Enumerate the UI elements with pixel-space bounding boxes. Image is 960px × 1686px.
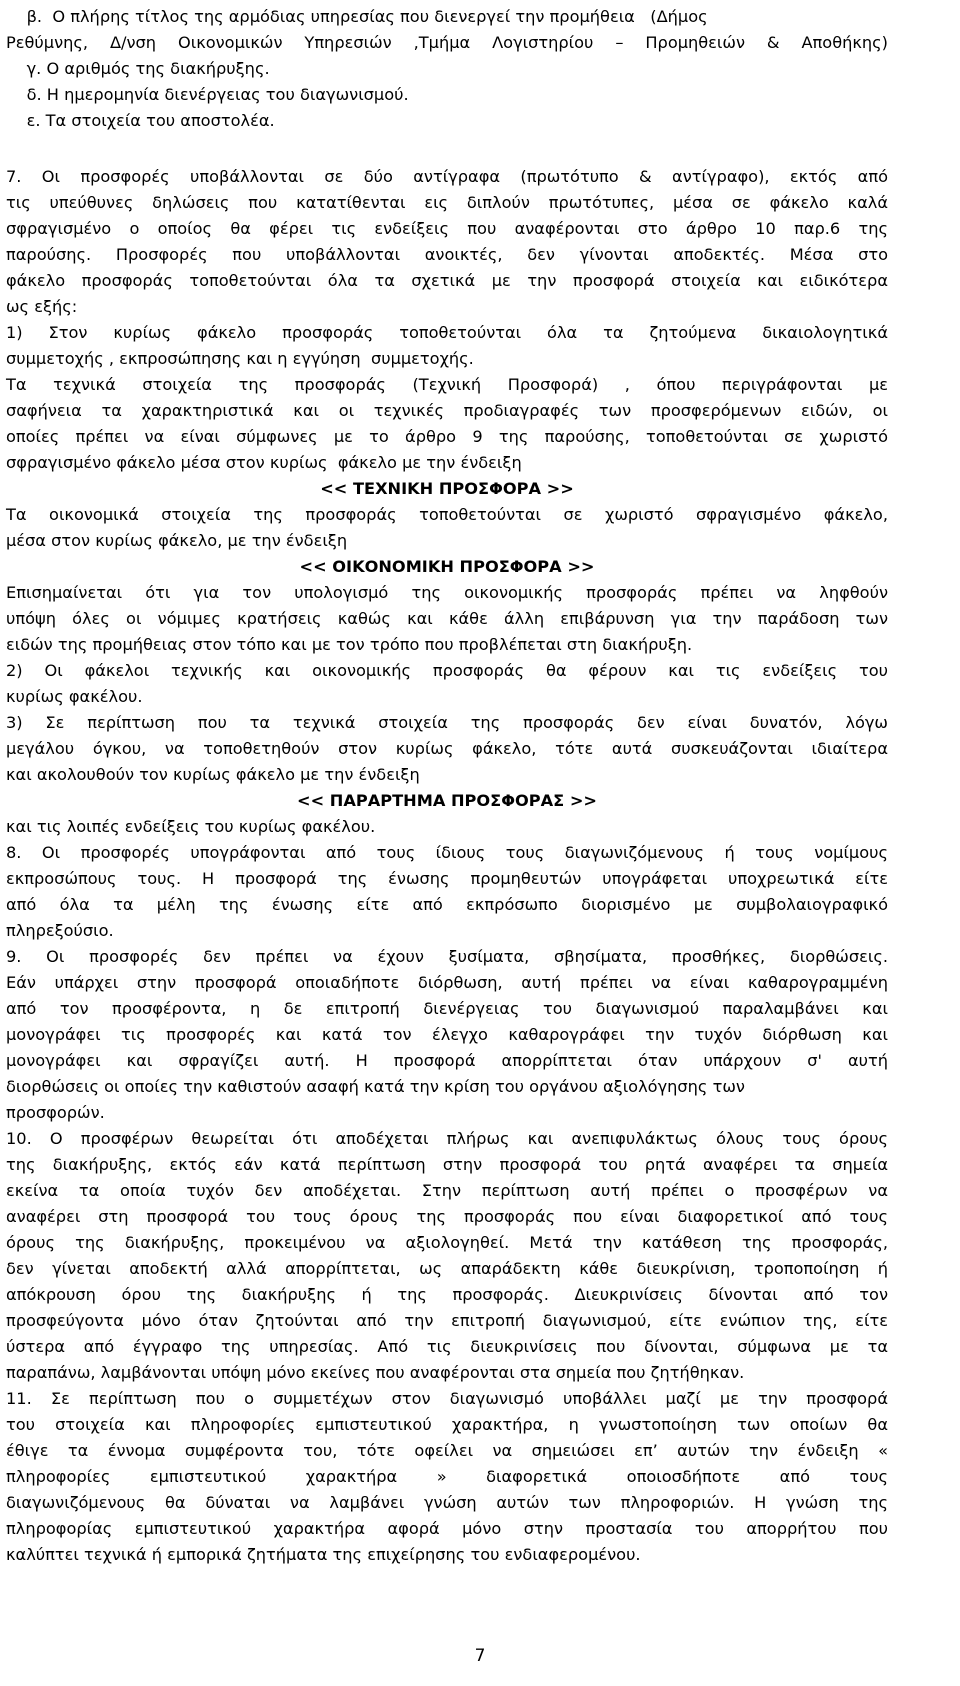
text-line: της διακήρυξης, εκτός εάν κατά περίπτωση στην προσφορά του ρητά αναφέρει τα σημεία bbox=[6, 1155, 888, 1174]
text-line: διαγωνιζόμενους θα δύναται να λαμβάνει γνώση αυτών των πληροφοριών. Η γνώση της bbox=[6, 1493, 888, 1512]
text-line: μεγάλου όγκου, να τοποθετηθούν στον κυρίως φάκελο, τότε αυτά συσκευάζονται ιδιαίτερα bbox=[6, 739, 888, 758]
text-line: ειδών της προμήθειας στον τόπο και με τον τρόπο που προβλέπεται στη διακήρυξη. bbox=[6, 635, 693, 654]
text-line: ύστερα από έγγραφο της υπηρεσίας. Από τις διευκρινίσεις που δίνονται, σύμφωνα με τα bbox=[6, 1337, 888, 1356]
text-line: 7. Οι προσφορές υποβάλλονται σε δύο αντίγραφα (πρωτότυπο & αντίγραφο), εκτός από bbox=[6, 167, 888, 186]
text-line: 1) Στον κυρίως φάκελο προσφοράς τοποθετούνται όλα τα ζητούμενα δικαιολογητικά bbox=[6, 323, 888, 342]
text-line: μονογράφει τις προσφορές και κατά τον έλεγχο καθαρογράφει την τυχόν διόρθωση και bbox=[6, 1025, 888, 1044]
text-line: 8. Οι προσφορές υπογράφονται από τους ίδιους τους διαγωνιζόμενους ή τους νομίμους bbox=[6, 843, 888, 862]
text-line: 9. Οι προσφορές δεν πρέπει να έχουν ξυσίματα, σβησίματα, προσθήκες, διορθώσεις. bbox=[6, 947, 888, 966]
text-line: παρούσης. Προσφορές που υποβάλλονται ανοικτές, δεν γίνονται αποδεκτές. Μέσα στο bbox=[6, 245, 888, 264]
text-line: αναφέρει στη προσφορά του τους όρους της προσφοράς που είναι διαφορετικοί από τους bbox=[6, 1207, 888, 1226]
text-line: 2) Οι φάκελοι τεχνικής και οικονομικής προσφοράς θα φέρουν και τις ενδείξεις του bbox=[6, 661, 888, 680]
text-line: από όλα τα μέλη της ένωσης είτε από εκπρόσωπο διορισμένο με συμβολαιογραφικό bbox=[6, 895, 888, 914]
text-line bbox=[6, 134, 888, 160]
text-line: δ. Η ημερομηνία διενέργειας του διαγωνισμού. bbox=[6, 85, 409, 104]
text-line: 3) Σε περίπτωση που τα τεχνικά στοιχεία της προσφοράς δεν είναι δυνατόν, λόγω bbox=[6, 713, 888, 732]
text-line: εκπροσώπους τους. Η προσφορά της ένωσης προμηθευτών υπογράφεται υποχρεωτικά είτε bbox=[6, 869, 888, 888]
text-line: γ. Ο αριθμός της διακήρυξης. bbox=[6, 59, 270, 78]
text-line: έθιγε τα έννομα συμφέροντα του, τότε οφείλει να σημειώσει επ’ αυτών την ένδειξη « bbox=[6, 1441, 888, 1460]
text-line: Εάν υπάρχει στην προσφορά οποιαδήποτε διόρθωση, αυτή πρέπει να είναι καθαρογραμμένη bbox=[6, 973, 888, 992]
text-line: τις υπεύθυνες δηλώσεις που κατατίθενται εις διπλούν πρωτότυπες, μέσα σε φάκελο καλά bbox=[6, 193, 888, 212]
text-line: υπόψη όλες οι νόμιμες κρατήσεις καθώς και κάθε άλλη επιβάρυνση για την παράδοση των bbox=[6, 609, 888, 628]
text-line: απόκρουση όρου της διακήρυξης ή της προσφοράς. Διευκρινίσεις δίνονται από τον bbox=[6, 1285, 888, 1304]
text-line: φάκελο προσφοράς τοποθετούνται όλα τα σχετικά με την προσφορά στοιχεία και ειδικότερα bbox=[6, 271, 888, 290]
text-line: Επισημαίνεται ότι για τον υπολογισμό της οικονομικής προσφοράς πρέπει να ληφθούν bbox=[6, 583, 888, 602]
text-line: 11. Σε περίπτωση που ο συμμετέχων στον διαγωνισμό υποβάλλει μαζί με την προσφορά bbox=[6, 1389, 888, 1408]
text-line: πληροφορίας εμπιστευτικού χαρακτήρα αφορά μόνο στην προστασία του απορρήτου που bbox=[6, 1519, 888, 1538]
text-line: δεν γίνεται αποδεκτή αλλά απορρίπτεται, ως απαράδεκτη κάθε διευκρίνιση, τροποποίηση ή bbox=[6, 1259, 888, 1278]
text-line: και τις λοιπές ενδείξεις του κυρίως φακέλου. bbox=[6, 817, 376, 836]
text-line: μονογράφει και σφραγίζει αυτή. Η προσφορά απορρίπτεται όταν υπάρχουν σ' αυτή bbox=[6, 1051, 888, 1070]
text-line: πληροφορίες εμπιστευτικού χαρακτήρα » διαφορετικά οποιοσδήποτε από τους bbox=[6, 1467, 888, 1486]
text-line: του στοιχεία και πληροφορίες εμπιστευτικού χαρακτήρα, η γνωστοποίηση των οποίων θα bbox=[6, 1415, 888, 1434]
envelope-label: << ΟΙΚΟΝΟΜΙΚΗ ΠΡΟΣΦΟΡΑ >> bbox=[299, 557, 595, 576]
text-line: σφραγισμένο φάκελο μέσα στον κυρίως φάκελο με την ένδειξη bbox=[6, 453, 522, 472]
text-line: σαφήνεια τα χαρακτηριστικά και οι τεχνικές προδιαγραφές των προσφερόμενων ειδών, οι bbox=[6, 401, 888, 420]
text-line: β. Ο πλήρης τίτλος της αρμόδιας υπηρεσίας που διενεργεί την προμήθεια (Δήμος bbox=[6, 7, 708, 26]
text-line: κυρίως φακέλου. bbox=[6, 687, 143, 706]
text-line: διορθώσεις οι οποίες την καθιστούν ασαφή κατά την κρίση του οργάνου αξιολόγησης των bbox=[6, 1077, 745, 1096]
text-line: Ρεθύμνης, Δ/νση Οικονομικών Υπηρεσιών ,Τμήμα Λογιστηρίου – Προμηθειών & Αποθήκης) bbox=[6, 33, 888, 52]
text-line: καλύπτει τεχνικά ή εμπορικά ζητήματα της επιχείρησης του ενδιαφερομένου. bbox=[6, 1545, 641, 1564]
text-line: πληρεξούσιο. bbox=[6, 921, 114, 940]
text-line: εκείνα τα οποία τυχόν δεν αποδέχεται. Στην περίπτωση αυτή πρέπει ο προσφέρων να bbox=[6, 1181, 888, 1200]
text-line: Τα τεχνικά στοιχεία της προσφοράς (Τεχνική Προσφορά) , όπου περιγράφονται με bbox=[6, 375, 888, 394]
text-line: συμμετοχής , εκπροσώπησης και η εγγύηση συμμετοχής. bbox=[6, 349, 474, 368]
text-line: από τον προσφέροντα, η δε επιτροπή διενέργειας του διαγωνισμού παραλαμβάνει και bbox=[6, 999, 888, 1018]
text-line: ως εξής: bbox=[6, 297, 78, 316]
text-line: 10. Ο προσφέρων θεωρείται ότι αποδέχεται πλήρως και ανεπιφυλάκτως όλους τους όρους bbox=[6, 1129, 888, 1148]
text-line: ε. Τα στοιχεία του αποστολέα. bbox=[6, 111, 275, 130]
envelope-label: << ΠΑΡΑΡΤΗΜΑ ΠΡΟΣΦΟΡΑΣ >> bbox=[297, 791, 597, 810]
text-line: Τα οικονομικά στοιχεία της προσφοράς τοποθετούνται σε χωριστό σφραγισμένο φάκελο, bbox=[6, 505, 888, 524]
text-line: προσφεύγοντα μόνο όταν ζητούνται από την επιτροπή διαγωνισμού, είτε ενώπιον της, είτε bbox=[6, 1311, 888, 1330]
text-line: οποίες πρέπει να είναι σύμφωνες με το άρθρο 9 της παρούσης, τοποθετούνται σε χωριστό bbox=[6, 427, 888, 446]
page-number: 7 bbox=[474, 1646, 486, 1666]
text-line: παραπάνω, λαμβάνονται υπόψη μόνο εκείνες που αναφέρονται στα σημεία που ζητήθηκαν. bbox=[6, 1363, 745, 1382]
text-line: και ακολουθούν τον κυρίως φάκελο με την ένδειξη bbox=[6, 765, 420, 784]
text-line: όρους της διακήρυξης, προκειμένου να αξιολογηθεί. Μετά την κατάθεση της προσφοράς, bbox=[6, 1233, 888, 1252]
text-line: προσφορών. bbox=[6, 1103, 105, 1122]
text-line: σφραγισμένο ο οποίος θα φέρει τις ενδείξεις που αναφέρονται στο άρθρο 10 παρ.6 της bbox=[6, 219, 888, 238]
text-line: μέσα στον κυρίως φάκελο, με την ένδειξη bbox=[6, 531, 348, 550]
envelope-label: << ΤΕΧΝΙΚΗ ΠΡΟΣΦΟΡΑ >> bbox=[320, 479, 574, 498]
